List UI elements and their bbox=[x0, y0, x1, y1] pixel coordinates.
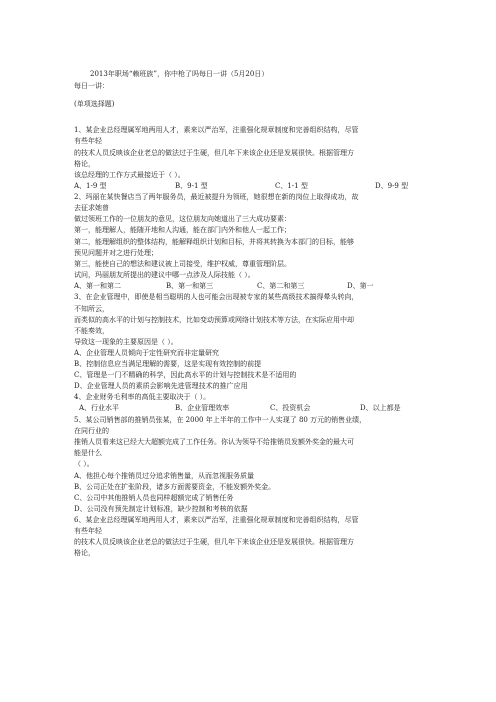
text-line: D、公司没有预先制定计划标准，缺少控制和考核的依据 bbox=[74, 505, 248, 513]
option-b: B、第一和第三 bbox=[166, 282, 214, 290]
text-line: 试问，玛丽朋友所提出的建议中哪一点涉及人际技能（ ）。 bbox=[74, 271, 255, 279]
text-line: 能是什么 bbox=[74, 449, 102, 457]
text-line: 导致这一现象的主要原因是（ ）。 bbox=[74, 338, 178, 346]
section-label: (单项选择题) bbox=[74, 100, 115, 108]
text-line: 有些年轻 bbox=[74, 137, 102, 145]
text-line: A、企业管理人员倾向于定性研究而非定量研究 bbox=[74, 349, 220, 357]
text-line: 不知所云， bbox=[74, 305, 109, 313]
text-line: 去征求她曾 bbox=[74, 204, 109, 212]
option-a: A、1-9 型 bbox=[74, 182, 107, 190]
text-line: 5、某公司销售部的推销员张某，在 2000 年上半年的工作中一人实现了 80 万元的销售业绩， bbox=[74, 416, 367, 424]
text-line: 第二，能理解组织的整体结构，能解释组织计划和目标，并将其转换为本部门的目标，能够 bbox=[74, 238, 354, 246]
text-line: 格论， bbox=[74, 160, 95, 168]
document-title: 2013年职场“赖班族”，你中枪了吗每日一讲（5月20日） bbox=[90, 70, 269, 78]
text-line: 而类似的高水平的计划与控制技术，比如变动预算或网络计划技术等方法，在实际应用中却 bbox=[74, 316, 354, 324]
option-c: C、第二和第三 bbox=[257, 282, 305, 290]
text-line: 4、企业财务毛利率的高低主要取决于（ ）。 bbox=[74, 393, 211, 401]
text-line: C、管理是一门不精确的科学，因此高水平的计划与控制技术是不适用的 bbox=[74, 371, 297, 379]
option-d: D、以上都是 bbox=[360, 404, 401, 412]
option-a: A、第一和第二 bbox=[74, 282, 122, 290]
text-line: B、公司正处在扩张阶段，诸多方面需要资金，不能发额外奖金。 bbox=[74, 483, 276, 491]
text-line: 1、某企业总经理属军地两用人才，素来以严治军，注重强化规章制度和完善组织结构，尽管 bbox=[74, 126, 359, 134]
text-line: 预见问题并对之进行处理； bbox=[74, 249, 158, 257]
text-line: 第三，能使自己的想法和建议被上司接受，维护权威，尊重管理阶层。 bbox=[74, 260, 291, 268]
text-line: 格论， bbox=[74, 549, 95, 557]
daily-label: 每日一讲： bbox=[74, 82, 109, 90]
option-d: D、第一 bbox=[347, 282, 374, 290]
text-line: 第一，能理解人，能随开地和人沟通，能在部门内外和他人一起工作； bbox=[74, 226, 291, 234]
text-line: （ ）。 bbox=[74, 460, 94, 468]
option-c: C、1-1 型 bbox=[275, 182, 308, 190]
text-line: D、企业管理人员的素质会影响先进管理技术的推广应用 bbox=[74, 382, 248, 390]
text-line: 有些年轻 bbox=[74, 527, 102, 535]
text-line: 做过领班工作的一位朋友的意见，这位朋友向她道出了三大成功要素： bbox=[74, 215, 291, 223]
option-c: C、投资机会 bbox=[270, 404, 311, 412]
option-b: B、9-1 型 bbox=[175, 182, 208, 190]
text-line: 6、某企业总经理属军地两用人才，素来以严治军，注重强化规章制度和完善组织结构，尽管 bbox=[74, 516, 359, 524]
option-b: B、企业管理效率 bbox=[175, 404, 230, 412]
text-line: 不能奏效， bbox=[74, 327, 109, 335]
text-line: 3、在企业管理中，即使是相当聪明的人也可能会出现被专家的某些高级技术搞得晕头转向， bbox=[74, 293, 359, 301]
text-line: 2、玛丽在某快餐店当了两年服务员，最近被提升为领班，她很想在新的岗位上取得成功，故 bbox=[74, 193, 359, 201]
text-line: 该总经理的工作方式最接近于（ ）。 bbox=[74, 171, 185, 179]
text-line: B、控制信息应当满足理解的需要，这是实现有效控制的前提 bbox=[74, 360, 262, 368]
text-line: 的技术人员反映该企业老总的做法过于生硬，但几年下来该企业还是发展很快。根据管理方 bbox=[74, 149, 354, 157]
text-line: 推销人员看来这已经大大超额完成了工作任务。你认为领导不给推销员发额外奖金的最大可 bbox=[74, 438, 354, 446]
option-a: A、行业水平 bbox=[79, 404, 120, 412]
text-line: 在同行业的 bbox=[74, 427, 109, 435]
text-line: A、他担心每个推销员过分追求销售量，从而忽视服务质量 bbox=[74, 472, 255, 480]
text-line: C、公司中其他推销人员也同样超额完成了销售任务 bbox=[74, 494, 234, 502]
text-line: 的技术人员反映该企业老总的做法过于生硬，但几年下来该企业还是发展很快。根据管理方 bbox=[74, 538, 354, 546]
option-d: D、9-9 型 bbox=[375, 182, 409, 190]
